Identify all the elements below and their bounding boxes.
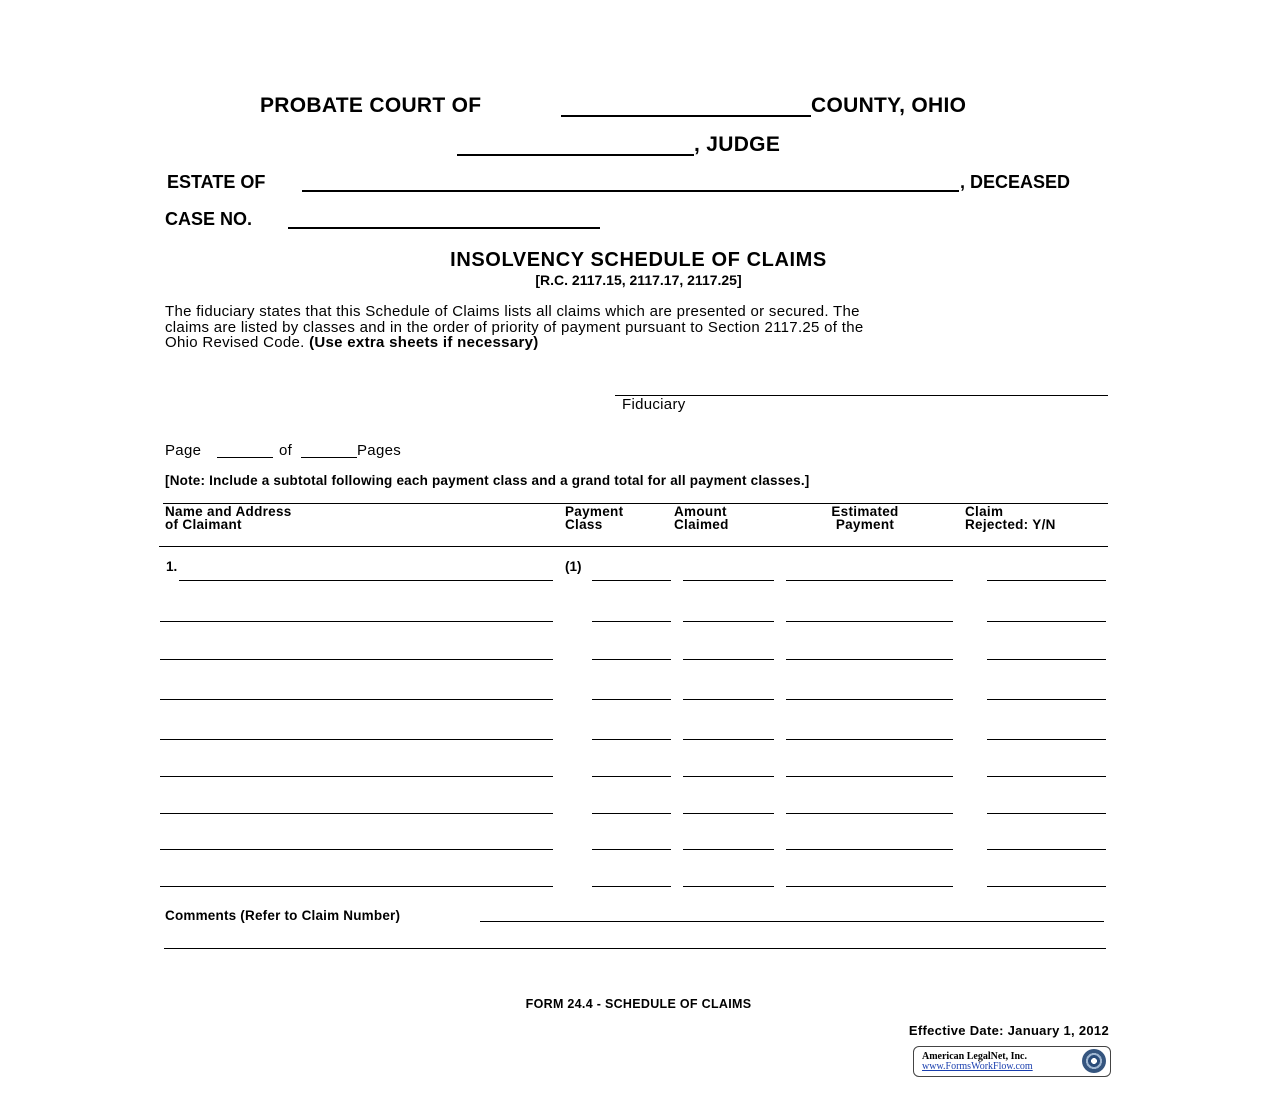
claimant-field[interactable] <box>160 699 553 700</box>
county-field[interactable] <box>561 115 811 117</box>
page-number-field[interactable] <box>217 457 273 458</box>
col-header-estimated-1: Estimated <box>831 504 899 519</box>
disc-icon <box>1082 1049 1106 1073</box>
claimant-field[interactable] <box>160 813 553 814</box>
logo-name: American LegalNet, Inc. <box>922 1051 1027 1062</box>
amount-claimed-field[interactable] <box>683 776 774 777</box>
col-header-rejected-1: Claim <box>965 504 1004 519</box>
fiduciary-label: Fiduciary <box>622 396 686 413</box>
payment-class-field[interactable] <box>592 699 671 700</box>
estate-suffix: , DECEASED <box>960 172 1071 192</box>
payment-class-field[interactable] <box>592 580 671 581</box>
claim-number-1: 1. <box>166 559 178 574</box>
amount-claimed-field[interactable] <box>683 739 774 740</box>
col-header-amount <box>674 505 729 531</box>
court-prefix: PROBATE COURT OF <box>260 94 482 117</box>
amount-claimed-field[interactable] <box>683 813 774 814</box>
claimant-field[interactable] <box>160 739 553 740</box>
payment-class-field[interactable] <box>592 886 671 887</box>
col-header-estimated-2: Payment <box>835 517 895 532</box>
amount-claimed-field[interactable] <box>683 621 774 622</box>
estimated-payment-field[interactable] <box>786 813 953 814</box>
amount-claimed-field[interactable] <box>683 699 774 700</box>
payment-class-field[interactable] <box>592 813 671 814</box>
amount-claimed-field[interactable] <box>683 659 774 660</box>
claim-rejected-field[interactable] <box>987 699 1106 700</box>
claim-rejected-field[interactable] <box>987 813 1106 814</box>
comments-field-line-2[interactable] <box>164 948 1106 949</box>
estimated-payment-field[interactable] <box>786 776 953 777</box>
statement-paragraph <box>165 304 1105 351</box>
table-header-rule <box>159 546 1108 547</box>
claimant-field[interactable] <box>160 886 553 887</box>
claimant-field[interactable] <box>179 580 553 581</box>
estimated-payment-field[interactable] <box>786 580 953 581</box>
judge-suffix: , JUDGE <box>694 133 781 156</box>
estate-prefix: ESTATE OF <box>167 172 266 192</box>
estimated-payment-field[interactable] <box>786 739 953 740</box>
total-pages-field[interactable] <box>301 457 357 458</box>
case-number-field[interactable] <box>288 227 600 229</box>
col-header-estimated <box>815 505 915 531</box>
col-header-amount-2: Claimed <box>674 517 729 532</box>
payment-class-field[interactable] <box>592 621 671 622</box>
court-suffix: COUNTY, OHIO <box>811 94 967 117</box>
statute-citation: [R.C. 2117.15, 2117.17, 2117.25] <box>535 272 742 288</box>
amount-claimed-field[interactable] <box>683 886 774 887</box>
fiduciary-signature-field[interactable] <box>615 395 1108 396</box>
court-line <box>260 94 481 118</box>
estimated-payment-field[interactable] <box>786 621 953 622</box>
claim-rejected-field[interactable] <box>987 659 1106 660</box>
american-legalnet-logo[interactable] <box>913 1046 1111 1077</box>
statement-line-3 <box>165 335 1105 351</box>
page-label: Page <box>165 442 202 459</box>
col-header-payment-class <box>565 505 623 531</box>
col-header-payment-class-1: Payment <box>565 504 624 519</box>
payment-class-field[interactable] <box>592 659 671 660</box>
form-id: FORM 24.4 - SCHEDULE OF CLAIMS <box>525 997 752 1011</box>
col-header-claimant <box>165 505 292 531</box>
comments-field-line-1[interactable] <box>480 921 1104 922</box>
statement-extra-sheets: (Use extra sheets if necessary) <box>309 334 539 351</box>
claim-rejected-field[interactable] <box>987 886 1106 887</box>
form-title: INSOLVENCY SCHEDULE OF CLAIMS <box>450 249 827 271</box>
estimated-payment-field[interactable] <box>786 699 953 700</box>
col-header-rejected-2: Rejected: Y/N <box>965 517 1056 532</box>
payment-class-field[interactable] <box>592 776 671 777</box>
claim-rejected-field[interactable] <box>987 580 1106 581</box>
estimated-payment-field[interactable] <box>786 886 953 887</box>
claim-rejected-field[interactable] <box>987 849 1106 850</box>
col-header-claimant-1: Name and Address <box>165 504 292 519</box>
col-header-claimant-2: of Claimant <box>165 517 242 532</box>
of-label: of <box>279 442 293 459</box>
estimated-payment-field[interactable] <box>786 659 953 660</box>
claim-rejected-field[interactable] <box>987 621 1106 622</box>
claimant-field[interactable] <box>160 849 553 850</box>
logo-url[interactable]: www.FormsWorkFlow.com <box>922 1061 1033 1072</box>
comments-label: Comments (Refer to Claim Number) <box>165 908 401 923</box>
amount-claimed-field[interactable] <box>683 849 774 850</box>
claim-rejected-field[interactable] <box>987 776 1106 777</box>
statement-line-1: The fiduciary states that this Schedule of Claims lists all claims which are presented or secured. The <box>165 303 860 320</box>
claim-rejected-field[interactable] <box>987 739 1106 740</box>
payment-class-field[interactable] <box>592 849 671 850</box>
case-label: CASE NO. <box>165 209 253 229</box>
col-header-amount-1: Amount <box>674 504 727 519</box>
claimant-field[interactable] <box>160 621 553 622</box>
col-header-payment-class-2: Class <box>565 517 603 532</box>
statement-line-2: claims are listed by classes and in the order of priority of payment pursuant to Section 2117.25 of the <box>165 318 864 336</box>
claim-class-1: (1) <box>565 559 582 574</box>
statement-line-3-text: Ohio Revised Code. <box>165 334 310 351</box>
amount-claimed-field[interactable] <box>683 580 774 581</box>
estate-name-field[interactable] <box>302 190 959 192</box>
judge-name-field[interactable] <box>457 154 694 156</box>
col-header-rejected <box>965 505 1056 531</box>
pages-label: Pages <box>357 442 402 459</box>
effective-date: Effective Date: January 1, 2012 <box>908 1023 1109 1038</box>
payment-class-field[interactable] <box>592 739 671 740</box>
estimated-payment-field[interactable] <box>786 849 953 850</box>
note-text: [Note: Include a subtotal following each payment class and a grand total for all payment classes.] <box>165 473 810 488</box>
claimant-field[interactable] <box>160 776 553 777</box>
claimant-field[interactable] <box>160 659 553 660</box>
